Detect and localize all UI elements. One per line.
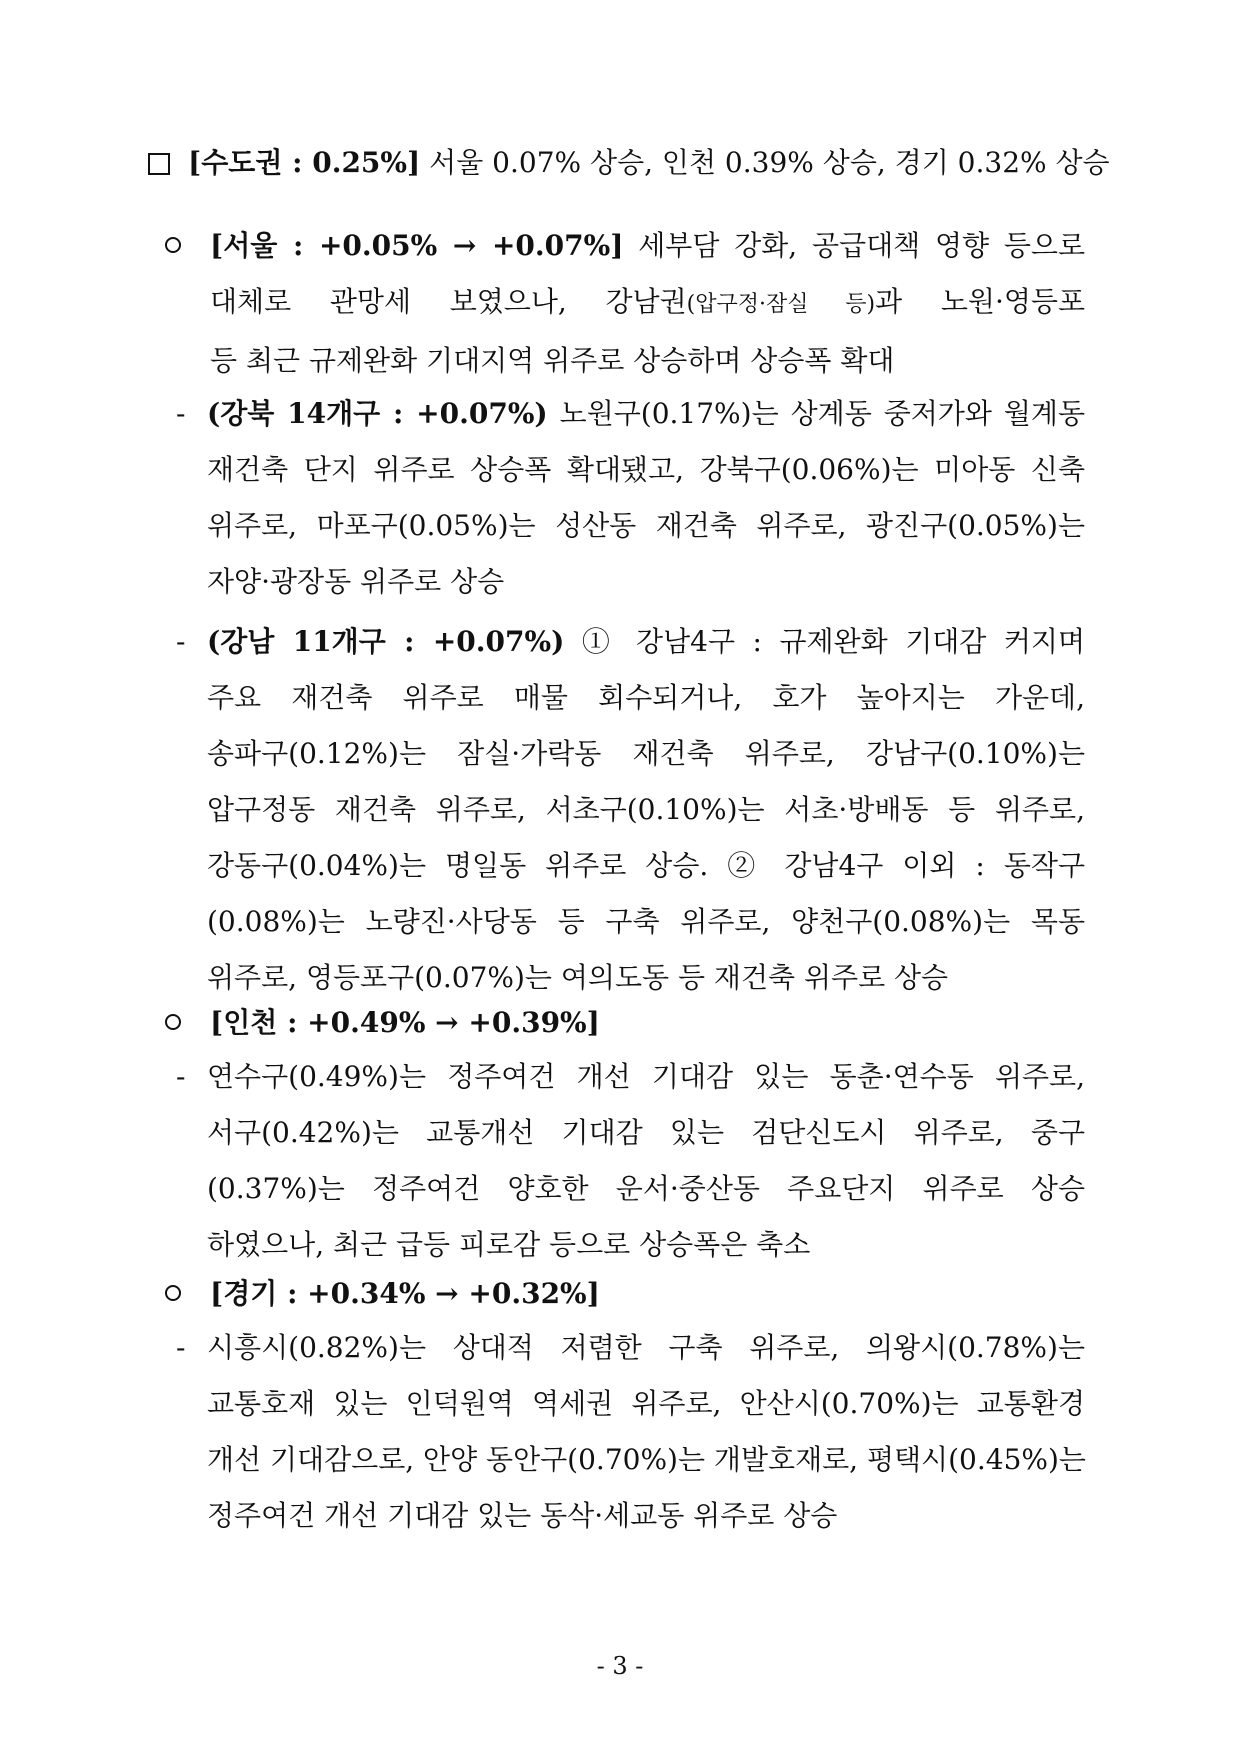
incheon-line-2: 서구(0.42%)는 교통개선 기대감 있는 검단신도시 위주로, 중구 [207, 1116, 1085, 1149]
incheon-paragraph [207, 1049, 1085, 1273]
gangnam-line-7: 위주로, 영등포구(0.07%)는 여의도동 등 재건축 위주로 상승 [207, 961, 949, 994]
gyeonggi-paragraph [207, 1320, 1085, 1544]
gangnam-line-4: 압구정동 재건축 위주로, 서초구(0.10%)는 서초·방배동 등 위주로, [207, 793, 1085, 826]
incheon-line-3: (0.37%)는 정주여건 양호한 운서·중산동 주요단지 위주로 상승 [207, 1172, 1085, 1205]
gyeonggi-line-4: 정주여건 개선 기대감 있는 동삭·세교동 위주로 상승 [207, 1499, 838, 1532]
gangbuk-paragraph [207, 386, 1085, 610]
gangbuk-label: (강북 14개구 : +0.07%) [207, 397, 548, 430]
gyeonggi-circle-icon [165, 1266, 181, 1322]
checkbox-square-icon [148, 135, 170, 191]
gyeonggi-line-3: 개선 기대감으로, 안양 동안구(0.70%)는 개발호재로, 평택시(0.45%)는 [207, 1443, 1086, 1476]
gangnam-dash: - [176, 625, 186, 658]
seoul-line-3: 등 최근 규제완화 기대지역 위주로 상승하며 상승폭 확대 [210, 344, 895, 377]
gangbuk-line-2: 재건축 단지 위주로 상승폭 확대됐고, 강북구(0.06%)는 미아동 신축 [207, 453, 1085, 486]
incheon-line-1: 연수구(0.49%)는 정주여건 개선 기대감 있는 동춘·연수동 위주로, [207, 1060, 1085, 1093]
seoul-circle-icon [165, 218, 181, 274]
incheon-dash: - [176, 1060, 186, 1093]
gangnam-line-1: ① 강남4구 : 규제완화 기대감 커지며 [564, 625, 1086, 658]
seoul-line-1: 세부담 강화, 공급대책 영향 등으로 [623, 229, 1085, 262]
seoul-line-2a: 대체로 관망세 보였으나, 강남권 [210, 285, 687, 318]
seoul-label: [서울 : +0.05% → +0.07%] [210, 229, 624, 262]
gangnam-paragraph [207, 614, 1085, 1006]
gyeonggi-dash: - [176, 1331, 186, 1364]
gangbuk-dash: - [176, 397, 186, 430]
incheon-line-4: 하였으나, 최근 급등 피로감 등으로 상승폭은 축소 [207, 1228, 811, 1261]
gangnam-label: (강남 11개구 : +0.07%) [207, 625, 565, 658]
incheon-circle-icon [165, 995, 181, 1051]
gangnam-line-6: (0.08%)는 노량진·사당동 등 구축 위주로, 양천구(0.08%)는 목동 [207, 905, 1085, 938]
seoul-paragraph [210, 218, 1085, 389]
gangnam-line-3: 송파구(0.12%)는 잠실·가락동 재건축 위주로, 강남구(0.10%)는 [207, 737, 1085, 770]
gangnam-line-5: 강동구(0.04%)는 명일동 위주로 상승. ② 강남4구 이외 : 동작구 [207, 849, 1085, 882]
gyeonggi-line-2: 교통호재 있는 인덕원역 역세권 위주로, 안산시(0.70%)는 교통환경 [207, 1387, 1085, 1420]
gangnam-line-2: 주요 재건축 위주로 매물 회수되거나, 호가 높아지는 가운데, [207, 681, 1085, 714]
summary-label: [수도권 : 0.25%] [188, 146, 421, 179]
page-number: - 3 - [596, 1652, 644, 1680]
gyeonggi-label: [경기 : +0.34% → +0.32%] [210, 1277, 600, 1310]
summary-line [188, 135, 1110, 191]
incheon-label: [인천 : +0.49% → +0.39%] [210, 1006, 600, 1039]
seoul-line-2-small: (압구정·잠실 등) [686, 292, 876, 317]
summary-text: 서울 0.07% 상승, 인천 0.39% 상승, 경기 0.32% 상승 [420, 146, 1110, 179]
gangbuk-line-1: 노원구(0.17%)는 상계동 중저가와 월계동 [547, 397, 1086, 430]
incheon-heading [210, 995, 1085, 1051]
gangbuk-line-4: 자양·광장동 위주로 상승 [207, 565, 505, 598]
gyeonggi-line-1: 시흥시(0.82%)는 상대적 저렴한 구축 위주로, 의왕시(0.78%)는 [207, 1331, 1085, 1364]
seoul-line-2b: 과 노원·영등포 [875, 285, 1085, 318]
gangbuk-line-3: 위주로, 마포구(0.05%)는 성산동 재건축 위주로, 광진구(0.05%)는 [207, 509, 1085, 542]
gyeonggi-heading [210, 1266, 1085, 1322]
